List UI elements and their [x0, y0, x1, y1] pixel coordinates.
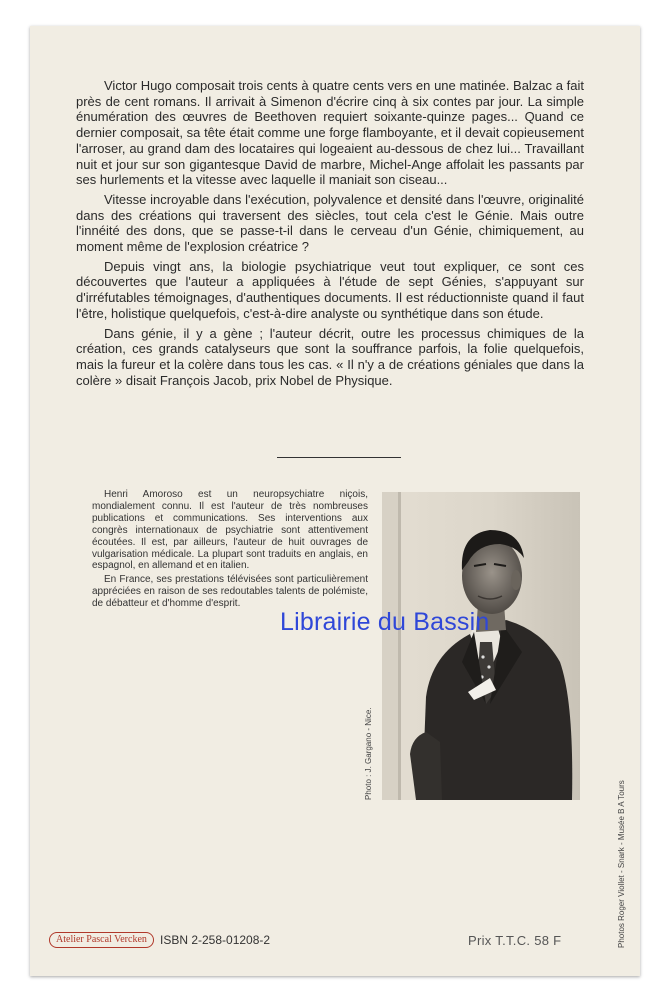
bio-paragraph: Henri Amoroso est un neuropsychiatre niçois, mondialement connu. Il est l'auteur de très nombreuses publications et communications. Ses interventions aux congrès internationaux de psychiatrie sont attentivement écoutées. Il est, par ailleurs, l'auteur de huit ouvrages de vulgarisation médicale. La plupart sont traduits en anglais, en espagnol, en allemand et en italien. — [92, 489, 368, 572]
blurb-paragraph: Victor Hugo composait trois cents à quatre cents vers en une matinée. Balzac a fait près de cent romans. Il arrivait à Simenon d'écrire cinq à six contes par jour. La simple énumération des œuvres de Beethoven requiert soixante-quinze pages... Quand ce dernier composait, sa tête était comme une forge flamboyante, et il devait copieusement l'arroser, au grand dam des locataires qui logeaient au-dessous de chez lui... Travaillant nuit et jour sur son gigantesque David de marbre, Michel-Ange affolait les passants par ses hurlements et la vitesse avec laquelle il maniait son ciseau... — [76, 78, 584, 188]
blurb-text — [76, 78, 584, 392]
side-photo-credit: Photos Roger Viollet - Snark - Musée B A Tours — [617, 780, 626, 948]
author-bio — [92, 489, 368, 612]
photo-credit: Photo : J. Gargano - Nice. — [364, 707, 373, 800]
author-photo — [382, 492, 580, 800]
divider — [277, 457, 401, 458]
watermark-text: Librairie du Bassin — [280, 608, 490, 636]
price-label: Prix T.T.C. 58 F — [468, 933, 562, 948]
isbn-label: ISBN 2-258-01208-2 — [160, 933, 271, 947]
publisher-logo: Atelier Pascal Vercken — [49, 932, 154, 948]
blurb-paragraph: Dans génie, il y a gène ; l'auteur décrit, outre les processus chimiques de la création, ces grands catalyseurs que sont la souffrance parfois, la folie quelquefois, mais la fureur et la colère dans tous les cas. « Il n'y a de créations géniales que dans la colère » disait François Jacob, prix Nobel de Physique. — [76, 325, 584, 388]
author-portrait-image — [382, 492, 580, 800]
blurb-paragraph: Depuis vingt ans, la biologie psychiatrique veut tout expliquer, ce sont ces découvertes que l'auteur a appliquées à l'étude de sept Génies, s'appuyant sur d'irréfutables témoignages, d'authentiques documents. Il est réductionniste quand il faut l'être, holistique quelquefois, c'est-à-dire analyste ou synthétique dans son étude. — [76, 258, 584, 321]
bio-paragraph: En France, ses prestations télévisées sont particulièrement appréciées en raison de ses redoutables talents de polémiste, de débatteur et d'homme d'esprit. — [92, 574, 368, 610]
blurb-paragraph: Vitesse incroyable dans l'exécution, polyvalence et densité dans l'œuvre, originalité dans des créations qui traversent des siècles, tout cela c'est le Génie. Mais outre l'innéité des dons, que se passe-t-il dans le cerveau d'un Génie, chimiquement, au moment même de l'explosion créatrice ? — [76, 191, 584, 255]
